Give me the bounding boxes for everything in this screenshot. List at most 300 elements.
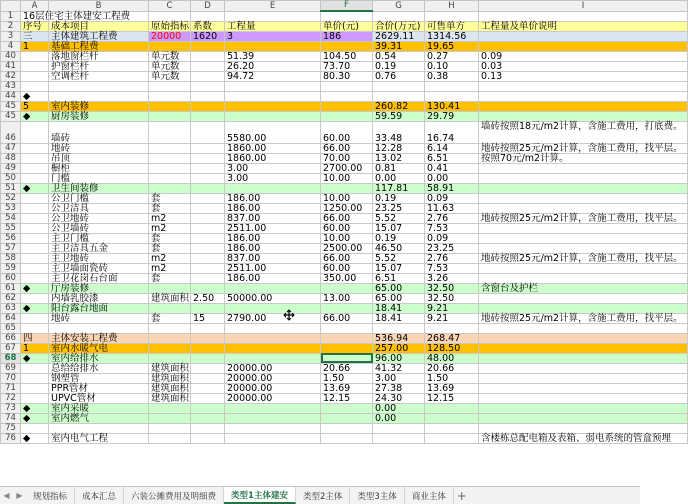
table-cell[interactable]	[21, 293, 49, 303]
table-cell[interactable]: 卫生间装修	[49, 183, 149, 193]
table-cell[interactable]: 5.52	[373, 253, 425, 263]
column-header[interactable]: E	[225, 1, 321, 12]
row-header[interactable]: 54	[1, 213, 21, 223]
table-cell[interactable]	[191, 203, 225, 213]
table-cell[interactable]: 16.74	[425, 121, 479, 143]
table-cell[interactable]	[191, 213, 225, 223]
table-cell[interactable]: 2511.00	[225, 263, 321, 273]
table-cell[interactable]: 60.00	[321, 121, 373, 143]
table-cell[interactable]	[425, 323, 479, 333]
table-cell[interactable]: 2.76	[425, 253, 479, 263]
table-cell[interactable]: 主卫门槛	[49, 233, 149, 243]
table-cell[interactable]	[149, 173, 191, 183]
table-cell[interactable]: 73.70	[321, 61, 373, 71]
table-cell[interactable]	[191, 101, 225, 111]
table-cell[interactable]	[225, 343, 321, 353]
table-cell[interactable]: 室内给排水	[49, 353, 149, 363]
table-cell[interactable]	[21, 253, 49, 263]
table-cell[interactable]: 按照70元/m2计算。	[479, 153, 688, 163]
table-cell[interactable]	[191, 353, 225, 363]
table-cell[interactable]	[191, 403, 225, 413]
table-cell[interactable]	[191, 303, 225, 313]
table-cell[interactable]: 2.50	[191, 293, 225, 303]
table-cell[interactable]: 58.91	[425, 183, 479, 193]
table-cell[interactable]: 51.39	[225, 51, 321, 61]
table-cell[interactable]	[373, 423, 425, 433]
table-cell[interactable]	[425, 11, 479, 21]
table-cell[interactable]: 厨房装修	[49, 111, 149, 121]
table-cell[interactable]	[321, 433, 373, 443]
table-cell[interactable]	[225, 183, 321, 193]
table-cell[interactable]	[479, 183, 688, 193]
table-cell[interactable]: 室内采暖	[49, 403, 149, 413]
table-cell[interactable]: 6.14	[425, 143, 479, 153]
table-cell[interactable]: 12.15	[425, 393, 479, 403]
table-cell[interactable]	[191, 383, 225, 393]
table-cell[interactable]: 厅房装修	[49, 283, 149, 293]
table-cell[interactable]: 13.02	[373, 153, 425, 163]
table-cell[interactable]: 0.54	[373, 51, 425, 61]
table-cell[interactable]: 0.27	[425, 51, 479, 61]
table-cell[interactable]	[321, 41, 373, 51]
table-cell[interactable]: 套	[149, 193, 191, 203]
table-cell[interactable]: 80.30	[321, 71, 373, 81]
table-cell[interactable]: 9.21	[425, 303, 479, 313]
table-cell[interactable]	[21, 193, 49, 203]
table-cell[interactable]: 工程量及单价说明	[479, 21, 688, 31]
table-cell[interactable]: 主体安装工程费	[49, 333, 149, 343]
table-cell[interactable]: 23.25	[373, 203, 425, 213]
row-header[interactable]: 58	[1, 253, 21, 263]
table-cell[interactable]: 橱柜	[49, 163, 149, 173]
table-cell[interactable]	[191, 263, 225, 273]
table-cell[interactable]	[321, 403, 373, 413]
row-header[interactable]: 44	[1, 91, 21, 101]
row-header[interactable]: 75	[1, 423, 21, 433]
table-cell[interactable]: 3.00	[225, 163, 321, 173]
row-header[interactable]: 60	[1, 273, 21, 283]
table-cell[interactable]	[21, 153, 49, 163]
sheet-tab[interactable]: 六装公摊费用及明细费	[124, 487, 224, 504]
table-cell[interactable]: 建筑面积	[149, 383, 191, 393]
table-cell[interactable]: 公卫门槛	[49, 193, 149, 203]
table-cell[interactable]	[149, 283, 191, 293]
table-cell[interactable]	[191, 283, 225, 293]
table-cell[interactable]	[225, 91, 321, 101]
table-cell[interactable]	[21, 423, 49, 433]
table-cell[interactable]: 9.21	[425, 313, 479, 323]
table-cell[interactable]: 1	[21, 343, 49, 353]
table-cell[interactable]: 套	[149, 243, 191, 253]
table-cell[interactable]: 837.00	[225, 253, 321, 263]
table-cell[interactable]: 96.00	[373, 353, 425, 363]
table-cell[interactable]: 落地窗栏杆	[49, 51, 149, 61]
table-cell[interactable]	[21, 243, 49, 253]
table-cell[interactable]: 20000.00	[225, 373, 321, 383]
table-cell[interactable]	[191, 71, 225, 81]
row-header[interactable]: 72	[1, 393, 21, 403]
table-cell[interactable]: 室内燃气	[49, 413, 149, 423]
table-cell[interactable]: 186.00	[225, 193, 321, 203]
table-cell[interactable]	[191, 413, 225, 423]
row-header[interactable]: 3	[1, 31, 21, 41]
prev-sheet-button[interactable]: ◀	[3, 491, 10, 500]
table-cell[interactable]	[21, 173, 49, 183]
table-cell[interactable]	[321, 343, 373, 353]
table-cell[interactable]: 29.79	[425, 111, 479, 121]
row-header[interactable]: 55	[1, 223, 21, 233]
table-cell[interactable]: 66.00	[321, 313, 373, 323]
table-cell[interactable]: 0.03	[479, 61, 688, 71]
table-cell[interactable]	[191, 323, 225, 333]
table-cell[interactable]: 1.50	[425, 373, 479, 383]
row-header[interactable]: 70	[1, 373, 21, 383]
table-cell[interactable]	[21, 121, 49, 143]
table-cell[interactable]: 1250.00	[321, 203, 373, 213]
table-cell[interactable]: 室内装修	[49, 101, 149, 111]
sheet-tab[interactable]: 商业主体	[405, 487, 454, 504]
table-cell[interactable]	[321, 101, 373, 111]
table-cell[interactable]: 单元数	[149, 61, 191, 71]
table-cell[interactable]	[149, 423, 191, 433]
table-cell[interactable]	[21, 233, 49, 243]
table-cell[interactable]	[225, 403, 321, 413]
row-header[interactable]: 66	[1, 333, 21, 343]
table-cell[interactable]	[149, 413, 191, 423]
table-cell[interactable]	[225, 11, 321, 21]
table-cell[interactable]: 3.00	[225, 173, 321, 183]
table-cell[interactable]: 32.50	[425, 293, 479, 303]
table-cell[interactable]: 2629.11	[373, 31, 425, 41]
table-cell[interactable]: 65.00	[373, 283, 425, 293]
table-cell[interactable]: 三	[21, 31, 49, 41]
table-cell[interactable]: 6.51	[425, 153, 479, 163]
table-cell[interactable]	[479, 363, 688, 373]
table-cell[interactable]	[149, 41, 191, 51]
table-cell[interactable]	[479, 273, 688, 283]
table-cell[interactable]: 0.00	[373, 403, 425, 413]
row-header[interactable]: 62	[1, 293, 21, 303]
table-cell[interactable]: 15	[191, 313, 225, 323]
table-cell[interactable]: 空调栏杆	[49, 71, 149, 81]
row-header[interactable]: 43	[1, 81, 21, 91]
table-cell[interactable]	[479, 323, 688, 333]
table-cell[interactable]	[191, 373, 225, 383]
table-cell[interactable]	[479, 413, 688, 423]
table-cell[interactable]	[21, 81, 49, 91]
table-cell[interactable]	[321, 353, 373, 363]
table-cell[interactable]	[149, 121, 191, 143]
table-cell[interactable]: 护窗栏杆	[49, 61, 149, 71]
column-header[interactable]: A	[21, 1, 49, 12]
table-cell[interactable]	[191, 153, 225, 163]
table-cell[interactable]	[425, 433, 479, 443]
table-cell[interactable]: 建筑面积	[149, 373, 191, 383]
table-cell[interactable]	[149, 343, 191, 353]
table-cell[interactable]: 0.09	[425, 193, 479, 203]
table-cell[interactable]	[191, 143, 225, 153]
table-cell[interactable]	[479, 403, 688, 413]
table-cell[interactable]	[191, 343, 225, 353]
table-cell[interactable]	[191, 173, 225, 183]
table-cell[interactable]: 门槛	[49, 173, 149, 183]
diamond-bullet-icon[interactable]: ◆	[21, 303, 49, 313]
table-cell[interactable]: 套	[149, 233, 191, 243]
table-cell[interactable]: 15.07	[373, 223, 425, 233]
table-cell[interactable]	[191, 333, 225, 343]
table-cell[interactable]	[321, 11, 373, 21]
table-cell[interactable]	[21, 363, 49, 373]
table-cell[interactable]	[149, 403, 191, 413]
table-cell[interactable]: 地砖按照25元/m2计算，含施工费用，找平层。	[479, 253, 688, 263]
diamond-bullet-icon[interactable]: ◆	[21, 403, 49, 413]
sheet-tab[interactable]: 类型2主体	[296, 487, 350, 504]
table-cell[interactable]: 94.72	[225, 71, 321, 81]
table-cell[interactable]	[191, 91, 225, 101]
table-cell[interactable]	[191, 363, 225, 373]
table-cell[interactable]: 总给给排水	[49, 363, 149, 373]
row-header[interactable]: 45	[1, 111, 21, 121]
table-cell[interactable]	[149, 323, 191, 333]
table-cell[interactable]: 墙砖按照18元/m2计算，含施工费用，打底费。	[479, 121, 688, 143]
table-cell[interactable]: 5.52	[373, 213, 425, 223]
table-cell[interactable]: 基础工程费	[49, 41, 149, 51]
sheet-tab[interactable]: 类型3主体	[350, 487, 404, 504]
table-cell[interactable]	[373, 433, 425, 443]
table-cell[interactable]: 11.63	[425, 203, 479, 213]
table-cell[interactable]: 66.00	[321, 253, 373, 263]
table-cell[interactable]: 0.38	[425, 71, 479, 81]
row-header[interactable]: 42	[1, 71, 21, 81]
table-cell[interactable]: 13.00	[321, 293, 373, 303]
table-cell[interactable]: 钢塑管	[49, 373, 149, 383]
table-cell[interactable]: 1620	[191, 31, 225, 41]
table-cell[interactable]: 27.38	[373, 383, 425, 393]
table-cell[interactable]	[225, 41, 321, 51]
table-cell[interactable]: 60.00	[321, 263, 373, 273]
table-cell[interactable]	[479, 11, 688, 21]
table-cell[interactable]: 墙砖	[49, 121, 149, 143]
table-cell[interactable]	[479, 31, 688, 41]
table-cell[interactable]	[479, 423, 688, 433]
diamond-bullet-icon[interactable]: ◆	[21, 413, 49, 423]
row-header[interactable]: 48	[1, 153, 21, 163]
row-header[interactable]: 49	[1, 163, 21, 173]
table-cell[interactable]: PPR管材	[49, 383, 149, 393]
table-cell[interactable]	[321, 183, 373, 193]
table-cell[interactable]: 260.82	[373, 101, 425, 111]
table-cell[interactable]: 10.00	[321, 193, 373, 203]
table-cell[interactable]: 20000	[149, 31, 191, 41]
table-cell[interactable]	[225, 111, 321, 121]
table-cell[interactable]: 单元数	[149, 51, 191, 61]
table-cell[interactable]: 0.09	[479, 51, 688, 61]
table-cell[interactable]	[149, 91, 191, 101]
table-cell[interactable]	[373, 81, 425, 91]
table-cell[interactable]	[191, 183, 225, 193]
table-cell[interactable]	[191, 163, 225, 173]
table-cell[interactable]	[479, 243, 688, 253]
table-cell[interactable]: 0.00	[425, 173, 479, 183]
table-cell[interactable]: 2511.00	[225, 223, 321, 233]
table-cell[interactable]: 0.19	[373, 61, 425, 71]
table-cell[interactable]	[425, 81, 479, 91]
table-cell[interactable]: UPVC管材	[49, 393, 149, 403]
row-header[interactable]: 74	[1, 413, 21, 423]
table-cell[interactable]: 地砖按照25元/m2计算，含施工费用，找平层。	[479, 143, 688, 153]
table-cell[interactable]	[321, 111, 373, 121]
column-header[interactable]: B	[49, 1, 149, 12]
table-cell[interactable]	[225, 413, 321, 423]
table-cell[interactable]	[479, 263, 688, 273]
table-cell[interactable]: 5580.00	[225, 121, 321, 143]
table-cell[interactable]	[21, 61, 49, 71]
table-cell[interactable]: 65.00	[373, 293, 425, 303]
table-cell[interactable]: 66.00	[321, 143, 373, 153]
table-cell[interactable]: 主卫洁具五金	[49, 243, 149, 253]
table-cell[interactable]	[21, 373, 49, 383]
table-cell[interactable]: 48.00	[425, 353, 479, 363]
table-cell[interactable]	[479, 333, 688, 343]
table-cell[interactable]: 0.09	[425, 233, 479, 243]
table-cell[interactable]: m2	[149, 263, 191, 273]
table-cell[interactable]: 13.69	[321, 383, 373, 393]
table-cell[interactable]	[49, 323, 149, 333]
table-cell[interactable]	[479, 111, 688, 121]
diamond-bullet-icon[interactable]: ◆	[21, 111, 49, 121]
row-header[interactable]: 45	[1, 101, 21, 111]
table-cell[interactable]: 套	[149, 273, 191, 283]
table-cell[interactable]	[191, 223, 225, 233]
table-cell[interactable]: 20.66	[321, 363, 373, 373]
table-cell[interactable]: 单元数	[149, 71, 191, 81]
table-cell[interactable]: 20000.00	[225, 363, 321, 373]
select-all-corner[interactable]	[1, 1, 21, 12]
table-cell[interactable]: 10.00	[321, 233, 373, 243]
row-header[interactable]: 67	[1, 343, 21, 353]
table-cell[interactable]: 70.00	[321, 153, 373, 163]
table-cell[interactable]: 16层住宅主体建安工程费	[21, 11, 49, 21]
table-cell[interactable]: 公卫洁具	[49, 203, 149, 213]
table-cell[interactable]	[191, 273, 225, 283]
table-cell[interactable]: 1860.00	[225, 143, 321, 153]
table-cell[interactable]: 130.41	[425, 101, 479, 111]
table-cell[interactable]: 13.69	[425, 383, 479, 393]
table-cell[interactable]: 268.47	[425, 333, 479, 343]
row-header[interactable]: 2	[1, 21, 21, 31]
table-cell[interactable]	[149, 333, 191, 343]
column-header[interactable]: G	[373, 1, 425, 12]
table-cell[interactable]: 2790.00	[225, 313, 321, 323]
column-header[interactable]: H	[425, 1, 479, 12]
row-header[interactable]: 40	[1, 51, 21, 61]
row-header[interactable]: 46	[1, 121, 21, 143]
table-cell[interactable]: 186.00	[225, 243, 321, 253]
table-cell[interactable]	[21, 313, 49, 323]
table-cell[interactable]: 20000.00	[225, 383, 321, 393]
column-header[interactable]: D	[191, 1, 225, 12]
table-cell[interactable]: m2	[149, 213, 191, 223]
table-cell[interactable]: 套	[149, 203, 191, 213]
table-cell[interactable]	[479, 223, 688, 233]
table-cell[interactable]	[225, 353, 321, 363]
table-cell[interactable]	[479, 393, 688, 403]
table-cell[interactable]: 2700.00	[321, 163, 373, 173]
table-cell[interactable]: 3.26	[425, 273, 479, 283]
table-cell[interactable]	[191, 41, 225, 51]
table-cell[interactable]: 0.00	[373, 413, 425, 423]
table-cell[interactable]: 含楼栋总配电箱及表箱、弱电系统的管盒预埋	[479, 433, 688, 443]
table-cell[interactable]: 12.15	[321, 393, 373, 403]
table-cell[interactable]	[149, 163, 191, 173]
table-cell[interactable]	[191, 253, 225, 263]
table-cell[interactable]	[149, 183, 191, 193]
table-cell[interactable]: 26.20	[225, 61, 321, 71]
table-cell[interactable]	[321, 81, 373, 91]
table-cell[interactable]	[21, 163, 49, 173]
table-cell[interactable]: 0.10	[425, 61, 479, 71]
diamond-bullet-icon[interactable]: ◆	[21, 283, 49, 293]
row-header[interactable]: 68	[1, 353, 21, 363]
table-cell[interactable]: 60.00	[321, 223, 373, 233]
table-cell[interactable]	[225, 333, 321, 343]
table-cell[interactable]: 837.00	[225, 213, 321, 223]
table-cell[interactable]: 19.65	[425, 41, 479, 51]
add-sheet-button[interactable]: +	[456, 488, 467, 503]
table-cell[interactable]: 1.50	[321, 373, 373, 383]
table-cell[interactable]: 0.19	[373, 193, 425, 203]
table-cell[interactable]	[21, 51, 49, 61]
table-cell[interactable]	[479, 173, 688, 183]
table-cell[interactable]	[479, 293, 688, 303]
table-cell[interactable]	[21, 71, 49, 81]
table-cell[interactable]	[373, 323, 425, 333]
table-cell[interactable]: 建筑面积	[149, 393, 191, 403]
table-cell[interactable]: 建筑面积	[149, 293, 191, 303]
table-cell[interactable]	[425, 403, 479, 413]
table-cell[interactable]: 33.48	[373, 121, 425, 143]
diamond-bullet-icon[interactable]: ◆	[21, 433, 49, 443]
next-sheet-button[interactable]: ▶	[16, 491, 23, 500]
table-cell[interactable]: 吊顶	[49, 153, 149, 163]
table-cell[interactable]	[191, 233, 225, 243]
table-cell[interactable]	[149, 111, 191, 121]
table-cell[interactable]: 内墙乳胶漆	[49, 293, 149, 303]
table-cell[interactable]: 室内电气工程	[49, 433, 149, 443]
row-header[interactable]: 4	[1, 41, 21, 51]
table-cell[interactable]: 20.66	[425, 363, 479, 373]
table-cell[interactable]	[225, 423, 321, 433]
column-header[interactable]: F	[321, 1, 373, 12]
table-cell[interactable]	[479, 203, 688, 213]
table-cell[interactable]	[21, 213, 49, 223]
table-cell[interactable]	[425, 91, 479, 101]
row-header[interactable]: 69	[1, 363, 21, 373]
table-cell[interactable]: 186.00	[225, 203, 321, 213]
table-cell[interactable]: 合价(万元)	[373, 21, 425, 31]
column-header[interactable]: I	[479, 1, 688, 12]
table-cell[interactable]: 3	[225, 31, 321, 41]
table-cell[interactable]	[21, 393, 49, 403]
table-cell[interactable]: 6.51	[373, 273, 425, 283]
table-cell[interactable]	[21, 323, 49, 333]
table-cell[interactable]	[479, 233, 688, 243]
table-cell[interactable]	[149, 81, 191, 91]
table-cell[interactable]	[149, 101, 191, 111]
table-cell[interactable]	[479, 373, 688, 383]
table-cell[interactable]: 序号	[21, 21, 49, 31]
diamond-bullet-icon[interactable]: ◆	[21, 353, 49, 363]
